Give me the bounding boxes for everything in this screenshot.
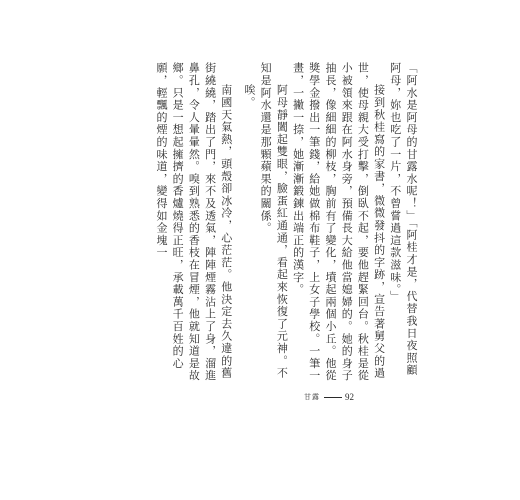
running-title: 甘露 — [304, 393, 320, 401]
footer-rule — [324, 397, 342, 398]
paragraph-sigh: 唉。 — [242, 84, 256, 109]
paragraph-mother: 阿母靜闔起雙眼，臉蛋紅通通，看起來恢復了元神。不知是阿水還是那顆蘋果的關係。 — [259, 62, 289, 380]
paragraph-hometown: 南國天氣熱，頭殼卻冰冷，心茫茫。他決定去久違的舊街繞繞，踏出了門，來不及透氣，陣陣煙霧沾上了身，溜進鼻孔，令人暈暈然。嗅到熟悉的香枝在冒煙，他就知道是故鄉。只是一想起擁擠的香爐燒得正旺，承載萬千百姓的心願，輕飄的煙的味道，變得如金塊一 — [154, 62, 233, 382]
page-number: 92 — [345, 392, 354, 402]
paragraph-letter: 接到秋桂寫的家書，微微發抖的字跡，宣告著舅父的過世，使母親大受打擊，倒臥不起，要他趕緊回台。秋桂是從小被領來跟在阿水身旁，預備長大給他當媳婦的。她的身子抽長，像細細的柳枝，胸前有了變化，墳起兩個小丘。他從獎學金撥出一筆錢，給她做棉布鞋子，上女子學校。一筆一畫，一撇一捺，她漸漸鍛鍊出端正的漢字。 — [291, 62, 386, 382]
page-footer — [304, 392, 354, 402]
paragraph-dialogue: 「阿水是阿母的甘露水呢！」「阿桂才是，代替我日夜照顧阿母，妳也吃了一片，不曾嘗過這款滋味。」 — [388, 62, 418, 377]
book-page-text — [119, 62, 419, 382]
